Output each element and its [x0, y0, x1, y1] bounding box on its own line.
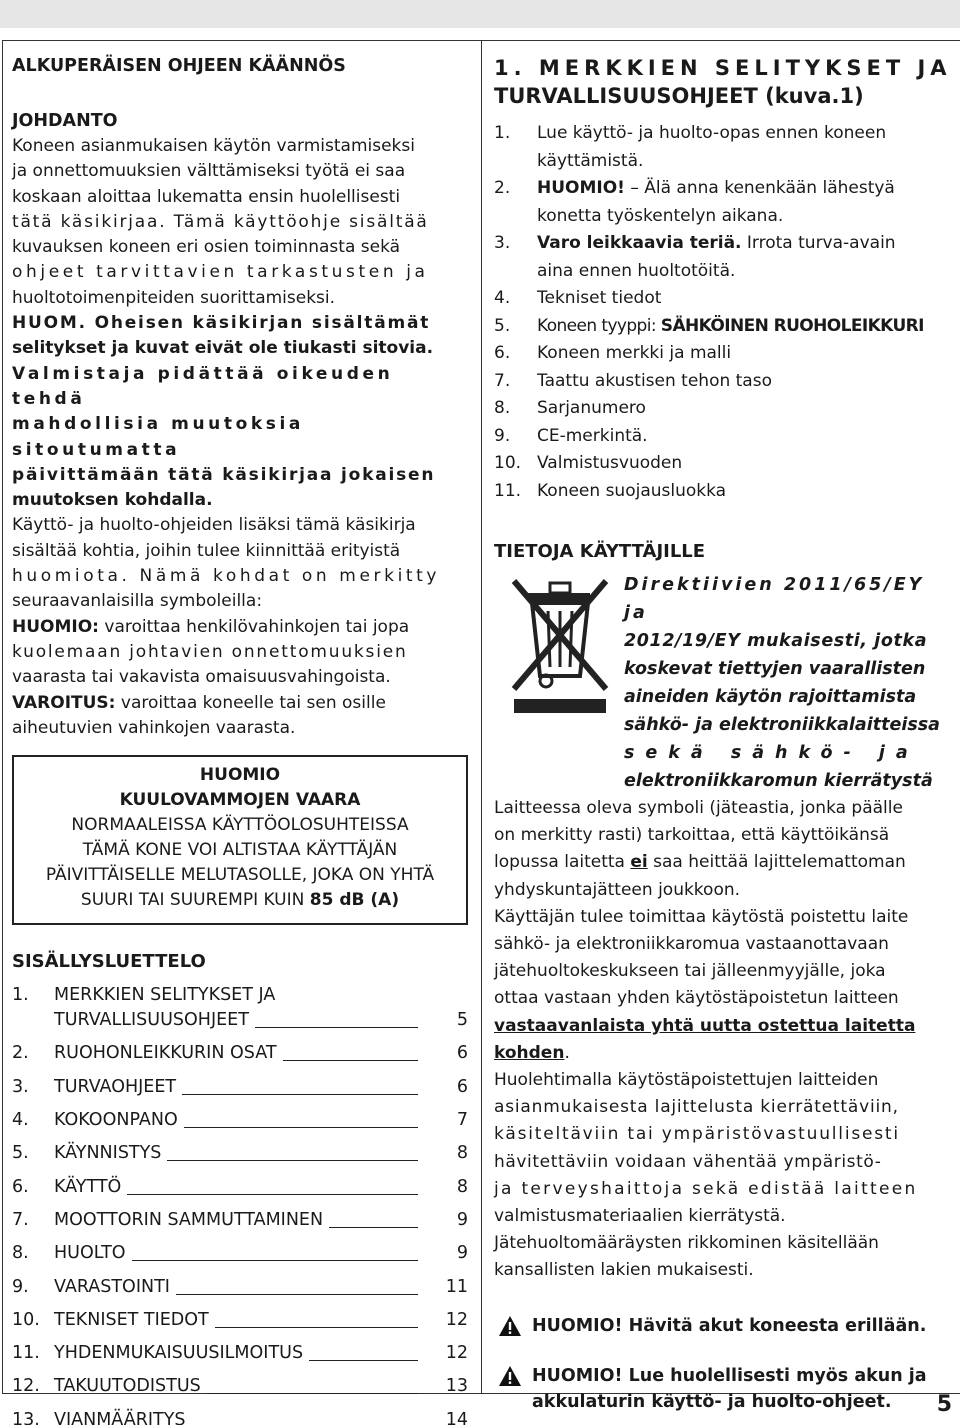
list-item: 3. Varo leikkaavia teriä. Irrota turva-avain — [494, 233, 896, 253]
toc-entry[interactable]: 7. MOOTTORIN SAMMUTTAMINEN 9 — [12, 1209, 468, 1230]
toc-entry[interactable]: 5. KÄYNNISTYS 8 — [12, 1143, 468, 1164]
table-of-contents — [12, 983, 468, 1425]
huomio-definition: HUOMIO: varoittaa henkilövahinkojen tai jopa kuolemaan johtavien onnettomuuksien vaarasta tai vakavista omaisuusvahingoista. — [12, 616, 410, 688]
list-item: konetta työskentelyn aikana. — [537, 205, 784, 226]
warning-title: HUOMIO — [199, 765, 281, 786]
toc-entry[interactable]: 10. TEKNISET TIEDOT 12 — [12, 1309, 468, 1330]
disposal-paragraph-2: Käyttäjän tulee toimittaa käytöstä poistettu laite sähkö- ja elektroniikkaromua vastaanottavaan jätehuoltokeskukseen tai jälleenmyyjälle, joka ottaa vastaan yhden käytöstäpoistetun laitteen vastaavanlaista yhtä uutta ostettua laitetta kohden. — [494, 906, 916, 1063]
toc-entry[interactable]: 6. KÄYTTÖ 8 — [12, 1176, 468, 1197]
crossed-bin-icon — [500, 571, 620, 721]
warning-icon — [498, 1315, 522, 1337]
disclaimer-paragraph: HUOM. Oheisen käsikirjan sisältämät selitykset ja kuvat eivät ole tiukasti sitovia. Valmistaja pidättää oikeuden tehdä mahdollisia muutoksia sitoutumatta päivittämään tätä käsikirjaa jokaisen muutoksen kohdalla. — [12, 313, 436, 511]
toc-entry[interactable]: 4. KOKOONPANO 7 — [12, 1110, 468, 1131]
page-number: 5 — [936, 1392, 952, 1417]
intro-paragraph: Koneen asianmukaisen käytön varmistamiseksi ja onnettomuuksien välttämiseksi työtä ei saa koskaan aloittaa lukematta ensin huolellisesti tätä käsikirjaa. Tämä käyttöohje sisältää kuvauksen koneen eri osien toiminnasta sekä ohjeet tarvittavien tarkastusten ja huoltotoimenpiteiden suorittamiseksi. — [12, 136, 429, 308]
left-column — [12, 54, 468, 1425]
intro-heading: JOHDANTO — [12, 111, 118, 131]
symbol-legend-list — [494, 120, 952, 505]
user-info-heading: TIETOJA KÄYTTÄJILLE — [494, 541, 706, 562]
charger-alert: HUOMIO! Lue huolellisesti myös akun ja akkulaturin käyttö- ja huolto-ohjeet. — [494, 1363, 952, 1415]
list-item: 2. HUOMIO! – Älä anna kenenkään lähestyä — [494, 178, 895, 198]
toc-entry[interactable]: 12. TAKUUTODISTUS 13 — [12, 1376, 468, 1397]
list-item: 10. Valmistusvuoden — [494, 453, 683, 473]
list-item: aina ennen huoltotöitä. — [537, 260, 736, 281]
toc-entry[interactable]: 9. VARASTOINTI 11 — [12, 1276, 468, 1297]
weee-directive-text: Direktiivien 2011/65/EY ja 2012/19/EY mukaisesti, jotka koskevat tiettyjen vaarallisten aineiden käytön rajoittamista sähkö- ja elektroniikkalaitteissa sekä sähkö- ja elektroniikkaromun kierrätystä — [624, 575, 940, 791]
list-item: 6. Koneen merkki ja malli — [494, 343, 732, 363]
disposal-paragraph-3: Huolehtimalla käytöstäpoistettujen laitteiden asianmukaisesta lajittelusta kierrätettäviin, käsiteltäviin tai ympäristövastuullisesti hävitettäviin voidaan vähentää ympäristö- ja terveyshaittoja sekä edistää laitteen valmistusmateriaalien kierrätystä. — [494, 1070, 918, 1227]
list-item: 7. Taattu akustisen tehon taso — [494, 370, 772, 391]
list-item: 1. Lue käyttö- ja huolto-opas ennen koneen — [494, 123, 887, 143]
toc-title: SISÄLLYSLUETTELO — [12, 951, 206, 973]
toc-entry[interactable]: TURVALLISUUSOHJEET 5 — [54, 1010, 468, 1031]
warning-icon — [498, 1365, 522, 1387]
warning-subtitle: KUULOVAMMOJEN VAARA — [119, 790, 361, 811]
section-heading: 1. MERKKIEN SELITYKSET JA TURVALLISUUSOHJEET (kuva.1) — [494, 56, 952, 108]
toc-entry[interactable]: 2. RUOHONLEIKKURIN OSAT 6 — [12, 1043, 468, 1064]
battery-alert: HUOMIO! Hävitä akut koneesta erillään. — [494, 1313, 952, 1339]
symbols-paragraph: Käyttö- ja huolto-ohjeiden lisäksi tämä käsikirja sisältää kohtia, joihin tulee kiinnittää erityistä huomiota. Nämä kohdat on merkitty seuraavanlaisilla symboleilla: — [12, 515, 441, 612]
toc-entry[interactable]: 11. YHDENMUKAISUUSILMOITUS 12 — [12, 1343, 468, 1364]
weee-section — [494, 571, 952, 795]
list-item: 11. Koneen suojausluokka — [494, 480, 727, 501]
noise-warning-box: HUOMIO KUULOVAMMOJEN VAARA NORMAALEISSA KÄYTTÖOLOSUHTEISSA TÄMÄ KONE VOI ALTISTAA KÄYTTÄJÄN PÄIVITTÄISELLE MELUTASOLLE, JOKA ON YHTÄ SUURI TAI SUUREMPI KUIN 85 dB (A) — [12, 755, 468, 925]
list-item: 4. Tekniset tiedot — [494, 288, 662, 308]
toc-entry[interactable]: 13. VIANMÄÄRITYS 14 — [12, 1409, 468, 1425]
column-divider — [481, 40, 482, 1394]
toc-entry[interactable]: 1. MERKKIEN SELITYKSET JA — [12, 985, 276, 1006]
top-bar — [0, 0, 960, 28]
list-item: 8. Sarjanumero — [494, 398, 646, 418]
disposal-paragraph-1: Laitteessa oleva symboli (jäteastia, jonka päälle on merkitty rasti) tarkoittaa, että käyttöikänsä lopussa laitetta ei saa heittää lajittelemattoman yhdyskuntajätteen joukkoon. — [494, 798, 906, 900]
varoitus-definition: VAROITUS: varoittaa koneelle tai sen osille aiheutuvien vahinkojen vaarasta. — [12, 692, 386, 738]
disposal-paragraph-4: Jätehuoltomääräysten rikkominen käsitellään kansallisten lakien mukaisesti. — [494, 1233, 879, 1281]
toc-entry[interactable]: 8. HUOLTO 9 — [12, 1243, 468, 1264]
list-item: 5. Koneen tyyppi: SÄHKÖINEN RUOHOLEIKKURI — [494, 315, 924, 336]
toc-entry[interactable]: 3. TURVAOHJEET 6 — [12, 1076, 468, 1097]
list-item: 9. CE-merkintä. — [494, 425, 648, 446]
document-title: ALKUPERÄISEN OHJEEN KÄÄNNÖS — [12, 56, 346, 76]
list-item: käyttämistä. — [537, 150, 644, 171]
right-column — [494, 54, 952, 1415]
